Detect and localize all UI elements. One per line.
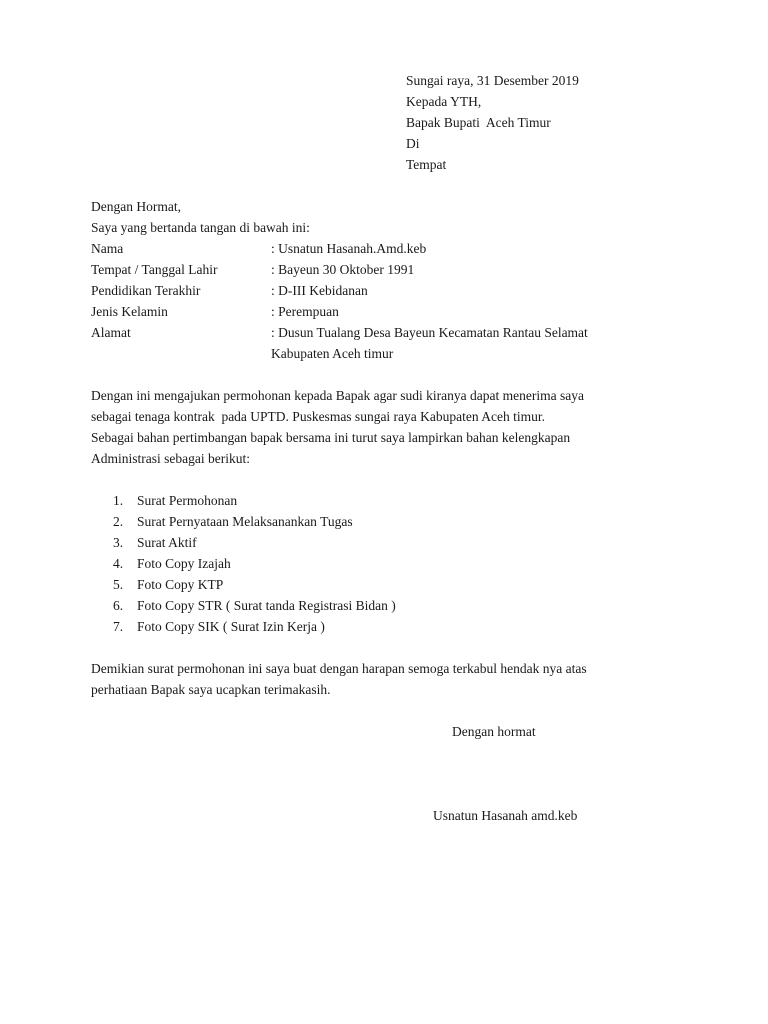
to-line: Kepada YTH, <box>406 94 482 109</box>
field-value-gender: : Perempuan <box>271 304 339 319</box>
field-label-gender: Jenis Kelamin <box>91 304 168 319</box>
field-value-education: : D-III Kebidanan <box>271 283 368 298</box>
list-item-number: 3. <box>113 535 124 550</box>
field-value-address-cont: Kabupaten Aceh timur <box>271 346 394 361</box>
field-label-education: Pendidikan Terakhir <box>91 283 201 298</box>
paragraph2-line: Demikian surat permohonan ini saya buat dengan harapan semoga terkabul hendak nya atas <box>91 661 587 676</box>
field-label-birth: Tempat / Tanggal Lahir <box>91 262 218 277</box>
list-item-number: 2. <box>113 514 124 529</box>
list-item: Surat Aktif <box>137 535 197 550</box>
list-item-number: 7. <box>113 619 124 634</box>
list-item: Surat Permohonan <box>137 493 238 508</box>
list-item: Foto Copy KTP <box>137 577 224 592</box>
list-item: Foto Copy STR ( Surat tanda Registrasi Bidan ) <box>137 598 396 613</box>
paragraph1-line: sebagai tenaga kontrak pada UPTD. Puskesmas sungai raya Kabupaten Aceh timur. <box>91 409 546 424</box>
place-line: Tempat <box>406 157 447 172</box>
recipient: Bapak Bupati Aceh Timur <box>406 115 551 130</box>
list-item: Foto Copy SIK ( Surat Izin Kerja ) <box>137 619 325 634</box>
list-item-number: 1. <box>113 493 124 508</box>
greeting: Dengan Hormat, <box>91 199 181 214</box>
field-value-birth: : Bayeun 30 Oktober 1991 <box>271 262 415 277</box>
field-label-name: Nama <box>91 241 124 256</box>
list-item: Foto Copy Izajah <box>137 556 231 571</box>
paragraph2-line: perhatiaan Bapak saya ucapkan terimakasih. <box>91 682 331 697</box>
field-value-address: : Dusun Tualang Desa Bayeun Kecamatan Rantau Selamat <box>271 325 588 340</box>
place-date: Sungai raya, 31 Desember 2019 <box>406 73 579 88</box>
list-item: Surat Pernyataan Melaksanankan Tugas <box>137 514 353 529</box>
paragraph1-line: Dengan ini mengajukan permohonan kepada Bapak agar sudi kiranya dapat menerima saya <box>91 388 584 403</box>
list-item-number: 5. <box>113 577 124 592</box>
paragraph1-line: Administrasi sebagai berikut: <box>91 451 250 466</box>
list-item-number: 4. <box>113 556 124 571</box>
field-value-name: : Usnatun Hasanah.Amd.keb <box>271 241 427 256</box>
signer-name: Usnatun Hasanah amd.keb <box>433 808 578 823</box>
intro-line: Saya yang bertanda tangan di bawah ini: <box>91 220 310 235</box>
at-line: Di <box>406 136 420 151</box>
paragraph1-line: Sebagai bahan pertimbangan bapak bersama ini turut saya lampirkan bahan kelengkapan <box>91 430 571 445</box>
field-label-address: Alamat <box>91 325 131 340</box>
list-item-number: 6. <box>113 598 124 613</box>
closing-salutation: Dengan hormat <box>452 724 536 739</box>
